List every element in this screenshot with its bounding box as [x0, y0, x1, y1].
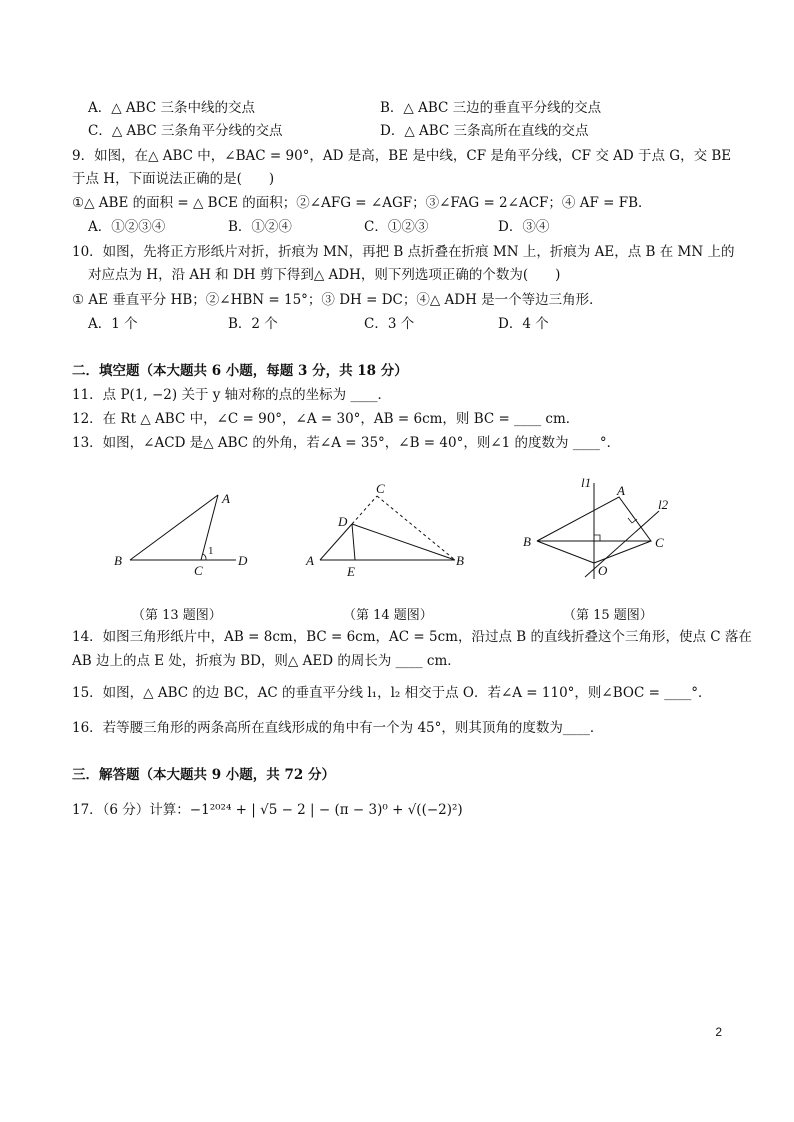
- q10-statements: ① AE 垂直平分 HB；②∠HBN = 15°；③ DH = DC；④△ ADH 是一个等边三角形．: [72, 292, 603, 308]
- fig14-label-a: A: [306, 553, 314, 568]
- section-3-heading: 三．解答题（本大题共 9 小题，共 72 分）: [72, 767, 335, 783]
- fig13-label-a: A: [222, 491, 230, 506]
- fig15-label-o: O: [598, 563, 608, 578]
- caption-figure-14: （第 14 题图）: [343, 608, 433, 623]
- q8-option-a: A．△ ABC 三条中线的交点: [88, 100, 255, 116]
- q11: 11．点 P(1, −2) 关于 y 轴对称的点的坐标为 ____．: [72, 387, 391, 403]
- q10-option-c: C．3 个: [364, 316, 415, 332]
- q14-line1: 14．如图三角形纸片中，AB = 8cm，BC = 6cm，AC = 5cm，沿过点 B 的直线折叠这个三角形，使点 C 落在: [72, 629, 752, 645]
- fig15-label-c: C: [655, 535, 664, 550]
- page-number: 2: [715, 1025, 722, 1039]
- q8-option-d: D．△ ABC 三条高所在直线的交点: [380, 123, 589, 139]
- q9-stem-line2: 于点 H，下面说法正确的是( ): [72, 171, 275, 187]
- fig15-label-b: B: [523, 534, 531, 549]
- q13: 13．如图，∠ACD 是△ ABC 的外角，若∠A = 35°，∠B = 40°，则∠1 的度数为 ____°．: [72, 435, 621, 451]
- q10-option-a: A．1 个: [88, 316, 138, 332]
- figure-15: [515, 475, 685, 589]
- q15: 15．如图，△ ABC 的边 BC，AC 的垂直平分线 l₁，l₂ 相交于点 O．若∠A = 110°，则∠BOC = ____°．: [72, 685, 712, 701]
- q9-stem-line1: 9．如图，在△ ABC 中，∠BAC = 90°，AD 是高，BE 是中线，CF 是角平分线，CF 交 AD 于点 G，交 BE: [72, 148, 732, 164]
- fig15-label-l1: l1: [581, 475, 592, 490]
- q16: 16．若等腰三角形的两条高所在直线形成的角中有一个为 45°，则其顶角的度数为____．: [72, 720, 604, 736]
- q12: 12．在 Rt △ ABC 中，∠C = 90°，∠A = 30°，AB = 6cm，则 BC = ____ cm．: [72, 411, 580, 427]
- fig13-label-d: D: [238, 553, 248, 568]
- fig13-label-b: B: [114, 553, 122, 568]
- fig14-label-b: B: [456, 553, 464, 568]
- figure-13: [100, 485, 270, 584]
- q17: 17．（6 分）计算：−1²⁰²⁴ + | √5 − 2 | − (π − 3)⁰ + √((−2)²): [72, 802, 463, 818]
- figure-14: [300, 480, 480, 584]
- q8-option-c: C．△ ABC 三条角平分线的交点: [88, 123, 283, 139]
- fig14-label-e: E: [347, 564, 355, 579]
- fig15-label-a: A: [617, 483, 625, 498]
- q9-option-b: B．①②④: [228, 219, 292, 235]
- fig14-label-c: C: [376, 481, 385, 496]
- section-2-heading: 二．填空题（本大题共 6 小题，每题 3 分，共 18 分）: [72, 363, 408, 379]
- caption-figure-15: （第 15 题图）: [563, 608, 653, 623]
- fig14-label-d: D: [338, 514, 348, 529]
- q10-option-d: D．4 个: [498, 316, 549, 332]
- fig15-label-l2: l2: [658, 497, 669, 512]
- q9-option-d: D．③④: [498, 219, 550, 235]
- q10-option-b: B．2 个: [228, 316, 278, 332]
- fig13-label-c: C: [194, 563, 203, 578]
- q9-option-a: A．①②③④: [88, 219, 166, 235]
- q10-stem-line1: 10．如图，先将正方形纸片对折，折痕为 MN，再把 B 点折叠在折痕 MN 上，折痕为 AE，点 B 在 MN 上的: [72, 244, 735, 260]
- q9-statements: ①△ ABE 的面积 = △ BCE 的面积；②∠AFG = ∠AGF；③∠FAG = 2∠ACF；④ AF = FB．: [72, 195, 652, 211]
- q8-option-b: B．△ ABC 三边的垂直平分线的交点: [380, 100, 602, 116]
- q14-line2: AB 边上的点 E 处，折痕为 BD，则△ AED 的周长为 ____ cm．: [72, 653, 461, 669]
- caption-figure-13: （第 13 题图）: [132, 608, 222, 623]
- q9-option-c: C．①②③: [364, 219, 429, 235]
- fig13-angle-1: 1: [208, 545, 214, 557]
- q10-stem-line2: 对应点为 H，沿 AH 和 DH 剪下得到△ ADH，则下列选项正确的个数为( ): [88, 267, 561, 283]
